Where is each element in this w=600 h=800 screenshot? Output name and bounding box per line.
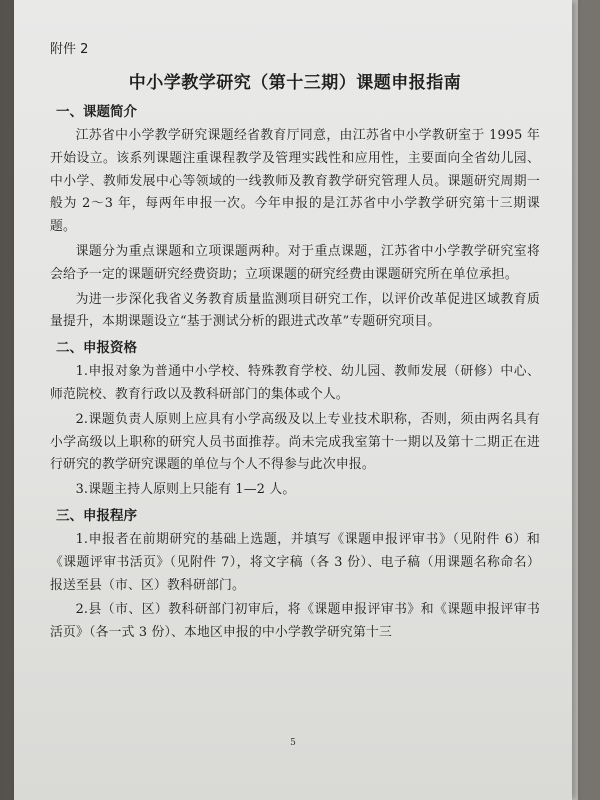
paragraph: 1.申报者在前期研究的基础上选题，并填写《课题申报评审书》（见附件 6）和《课题评审书活页》（见附件 7），将文字稿（各 3 份）、电子稿（用课题名称命名）报送至县（市、区）教科研部门。 (50, 531, 540, 593)
section-eligibility (50, 338, 540, 502)
paragraph: 课题分为重点课题和立项课题两种。对于重点课题，江苏省中小学教学研究室将会给予一定的课题研究经费资助；立项课题的研究经费由课题研究所在单位承担。 (50, 243, 540, 282)
attachment-label: 附件 2 (50, 42, 89, 57)
document-title: 中小学教学研究（第十三期）课题申报指南 (128, 73, 462, 93)
paragraph: 2.课题负责人原则上应具有小学高级及以上专业技术职称，否则，须由两名具有小学高级以上职称的研究人员书面推荐。尚未完成我室第十一期以及第十二期正在进行研究的教学研究课题的单位与个人不得参与此次申报。 (50, 411, 540, 473)
section-heading: 三、申报程序 (56, 507, 137, 524)
document-page (14, 0, 572, 800)
section-heading: 二、申报资格 (56, 340, 137, 357)
paragraph: 江苏省中小学教学研究课题经省教育厅同意，由江苏省中小学教研室于 1995 年开始设立。该系列课题注重课程教学及管理实践性和应用性，主要面向全省幼儿园、中小学、教师发展中心等领域的一线教师及教育教学研究管理人员。课题研究周期一般为 2～3 年，每两年申报一次。今年申报的是江苏省中小学教学研究第十三期课题。 (50, 128, 540, 235)
paragraph: 2.县（市、区）教科研部门初审后，将《课题申报评审书》和《课题申报评审书活页》（各一式 3 份）、本地区申报的中小学教学研究第十三 (50, 602, 540, 641)
paragraph: 1.申报对象为普通中小学校、特殊教育学校、幼儿园、教师发展（研修）中心、师范院校、教育行政以及教科研部门的集体或个人。 (50, 364, 540, 402)
paragraph: 3.课题主持人原则上只能有 1—2 人。 (75, 482, 296, 498)
section-intro (50, 102, 540, 334)
document-content (50, 38, 540, 647)
section-procedure (50, 506, 540, 645)
paragraph: 为进一步深化我省义务教育质量监测项目研究工作，以评价改革促进区域教育质量提升，本期课题设立“基于测试分析的跟进式改革”专题研究项目。 (50, 291, 540, 330)
section-heading: 一、课题简介 (56, 104, 137, 120)
page-number: 5 (290, 738, 296, 748)
page-edge (572, 0, 578, 800)
